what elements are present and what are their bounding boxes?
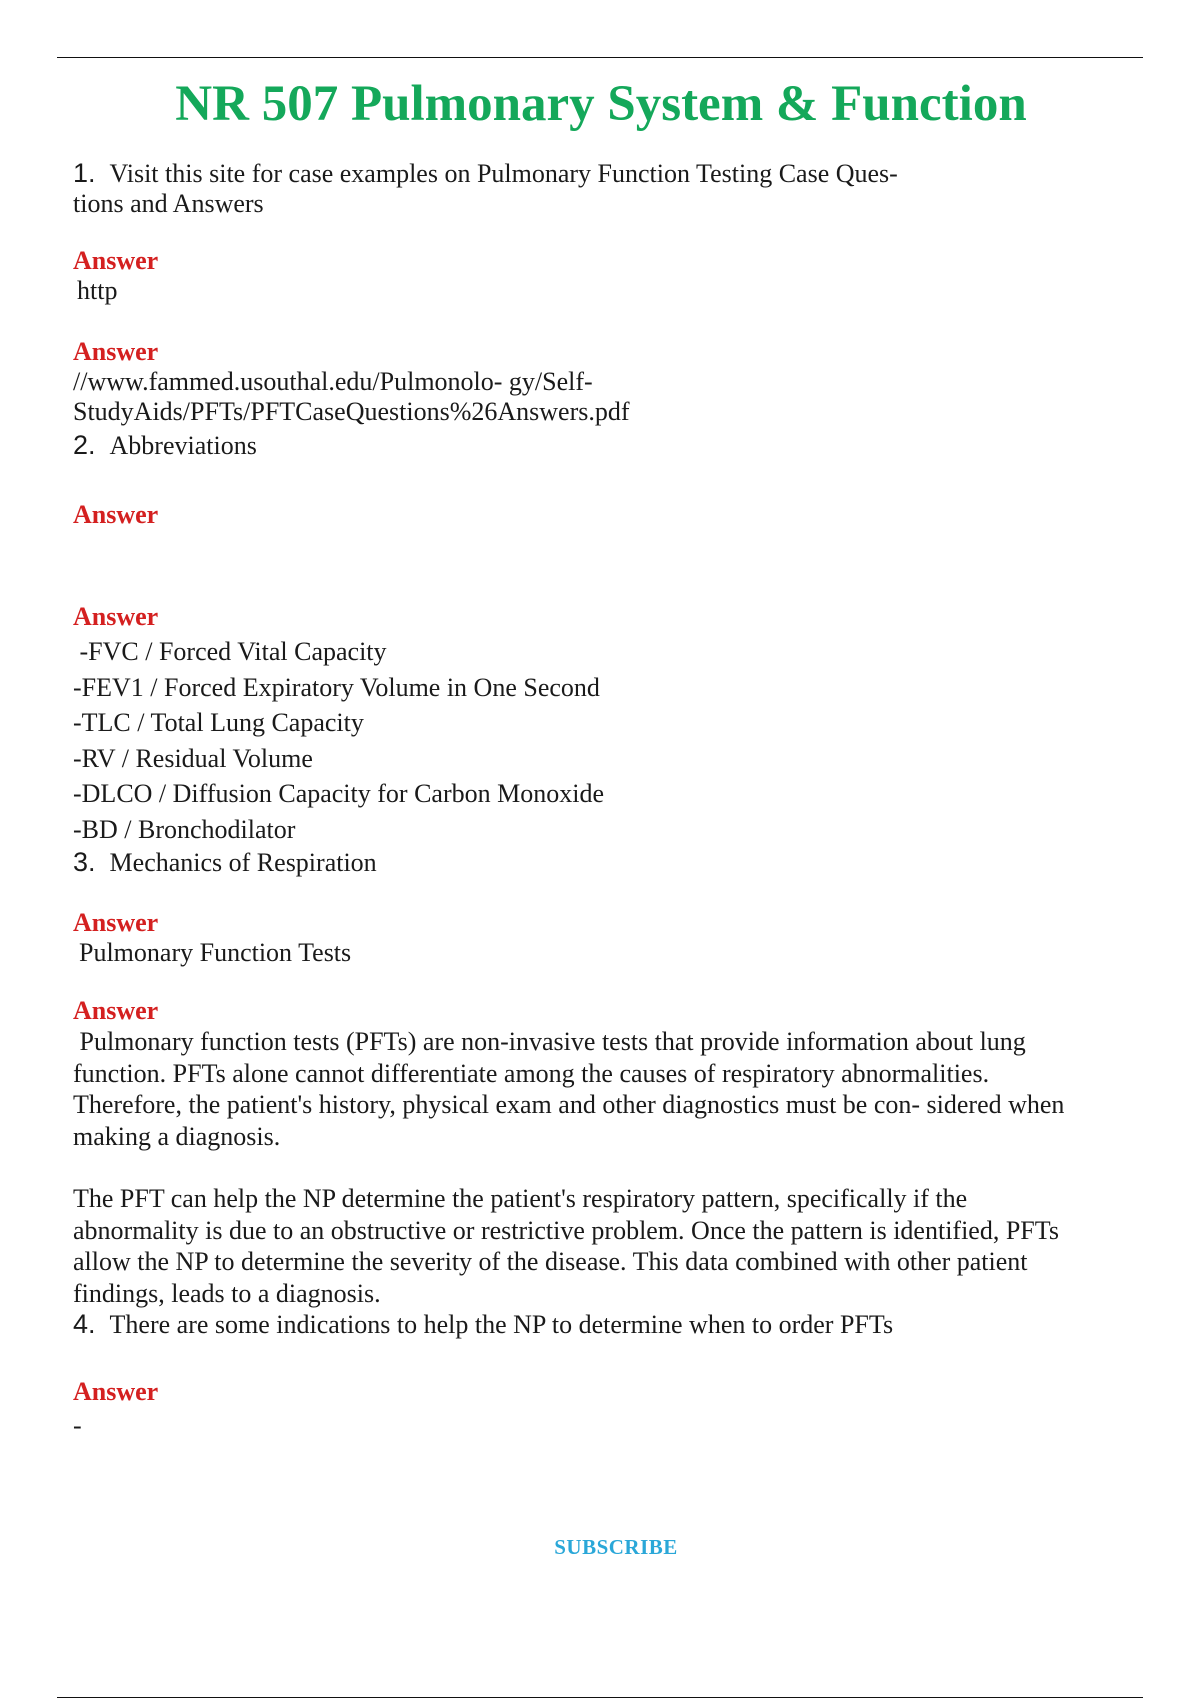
question-text: 4. There are some indications to help the NP to determine when to order PFTs <box>73 1309 894 1339</box>
question-number: 3. <box>73 847 96 877</box>
question-number: 2. <box>73 430 96 460</box>
answer-block <box>73 996 1143 1309</box>
top-rule <box>57 57 1143 58</box>
question-text-continued: tions and Answers <box>73 189 264 218</box>
answer-label: Answer <box>73 246 159 275</box>
answer-label: Answer <box>73 500 159 529</box>
answer-text: - <box>73 1411 82 1440</box>
answer-block <box>73 908 1143 968</box>
question-3 <box>73 847 1143 878</box>
abbreviation-item: -FEV1 / Forced Expiratory Volume in One Second <box>73 672 600 702</box>
question-text: 1. Visit this site for case examples on Pulmonary Function Testing Case Ques- <box>73 158 898 188</box>
question-number: 1. <box>73 158 96 188</box>
answer-link-continued[interactable]: StudyAids/PFTs/PFTCaseQuestions%26Answers.pdf <box>73 397 630 426</box>
abbreviation-item: -DLCO / Diffusion Capacity for Carbon Monoxide <box>73 779 604 808</box>
bottom-rule <box>57 1697 1143 1698</box>
question-1 <box>73 158 1143 219</box>
question-4 <box>73 1309 1143 1340</box>
question-text: 2. Abbreviations <box>73 430 257 460</box>
answer-link[interactable]: //www.fammed.usouthal.edu/Pulmonolo- gy/Self- <box>73 367 593 396</box>
question-number: 4. <box>73 1309 96 1339</box>
abbreviation-item: -RV / Residual Volume <box>73 743 313 773</box>
answer-label: Answer <box>73 602 159 631</box>
abbreviation-item: -FVC / Forced Vital Capacity <box>73 637 387 666</box>
answer-block <box>73 337 1143 427</box>
answer-label: Answer <box>73 908 159 937</box>
answer-block <box>73 246 1143 306</box>
abbreviation-list <box>73 634 1143 847</box>
answer-text: Pulmonary Function Tests <box>79 938 352 967</box>
document-page <box>73 74 1143 1441</box>
answer-label: Answer <box>73 1377 159 1406</box>
answer-paragraph-1: Pulmonary function tests (PFTs) are non-invasive tests that provide information about lung function. PFTs alone cannot differentiate among the causes of respiratory abnormalities. Therefore, the patient's history, physical exam and other diagnostics must be con- sidered when making a diagnosis. <box>73 1027 1065 1151</box>
answer-text: http <box>77 276 118 305</box>
question-text: 3. Mechanics of Respiration <box>73 847 377 877</box>
page-title: NR 507 Pulmonary System & Function <box>175 76 1027 132</box>
question-2 <box>73 430 1143 461</box>
answer-block <box>73 500 1143 530</box>
answer-block <box>73 602 1143 847</box>
subscribe-link[interactable]: SUBSCRIBE <box>554 1535 678 1559</box>
answer-paragraph-2: The PFT can help the NP determine the patient's respiratory pattern, specifically if the abnormality is due to an obstructive or restrictive problem. Once the pattern is identified, PFTs allow the NP to determine the severity of the disease. This data combined with other patient findings, leads to a diagnosis. <box>73 1184 1059 1308</box>
answer-label: Answer <box>73 996 159 1025</box>
abbreviation-item: -BD / Bronchodilator <box>73 814 296 844</box>
answer-label: Answer <box>73 337 159 366</box>
abbreviation-item: -TLC / Total Lung Capacity <box>73 708 364 737</box>
answer-block <box>73 1377 1143 1441</box>
